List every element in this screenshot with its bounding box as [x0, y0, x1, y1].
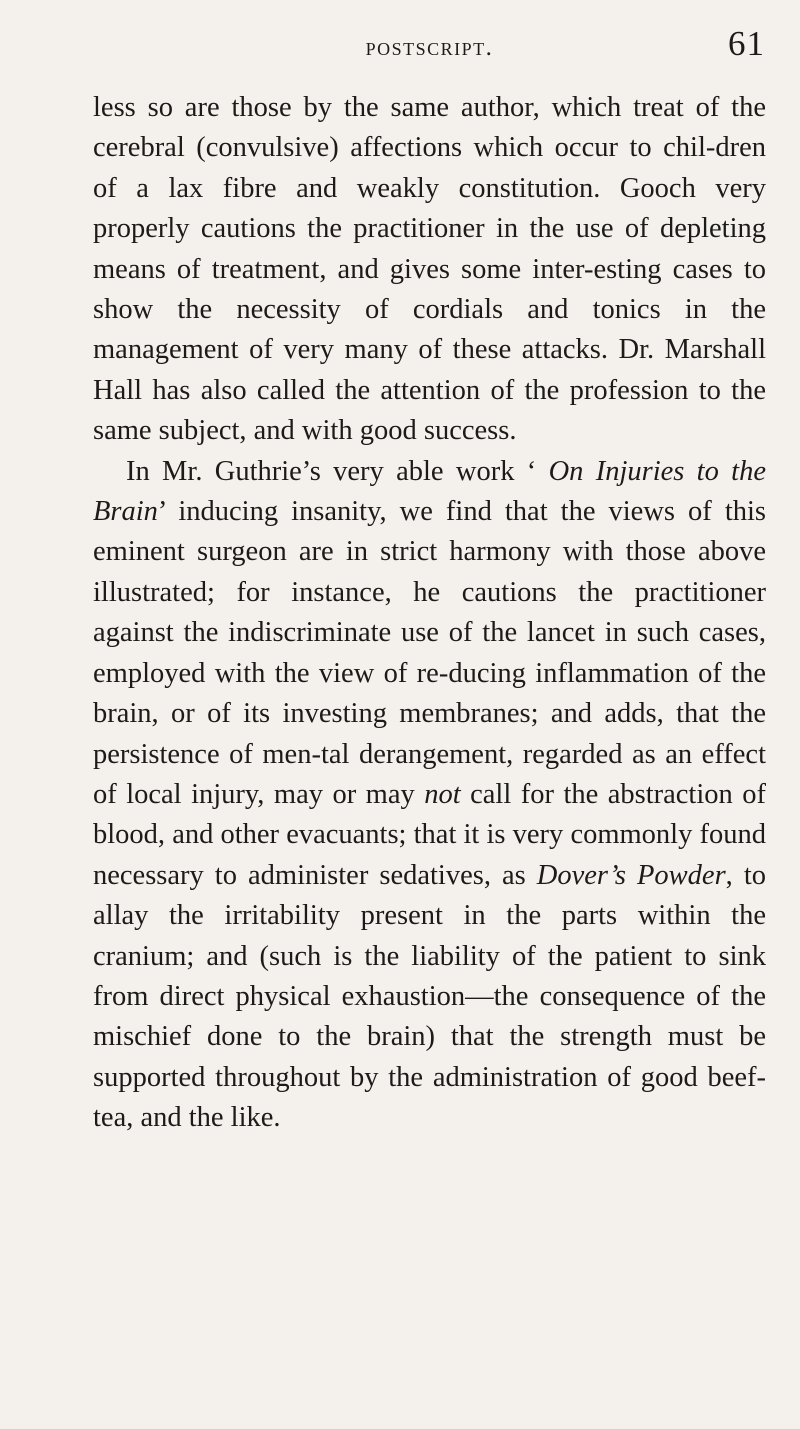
header-title: postscript. [365, 34, 494, 61]
book-title-italic: On Injuries to the Brain [93, 455, 766, 528]
paragraph-2-text-3: call for the abstraction of blood, and other evacuants; that it is very commonly found necessary to administer sedatives, as [93, 778, 766, 891]
paragraph-1: less so are those by the same author, which treat of the cerebral (convulsive) affections which occur to chil-dren of a lax fibre and weakly constitution. Gooch very properly cautions the practitioner in the use of depleting means of treatment, and gives some inter-esting cases to show the necessity of cordials and tonics in the management of very many of these attacks. Dr. Marshall Hall has also called the attention of the profession to the same subject, and with good success. [93, 92, 766, 447]
paragraph-2-text-2: ’ inducing insanity, we find that the views of this eminent surgeon are in strict harmony with those above illustrated; for instance, he cautions the practitioner against the indiscriminate use of the lancet in such cases, employed with the view of re-ducing inflammation of the brain, or of its investing membranes; and adds, that the persistence of men-tal derangement, regarded as an effect of local injury, may or may [93, 496, 766, 810]
paragraph-2-text-1: In Mr. Guthrie’s very able work ‘ [126, 455, 549, 487]
emphasis-not: not [424, 778, 461, 810]
paragraph-2 [93, 452, 766, 1139]
body-text [93, 88, 766, 1139]
running-head [92, 24, 767, 72]
paragraph-2-text-4: , to allay the irritability present in the parts within the cranium; and (such is the liability of the patient to sink from direct physical exhaustion—the consequence of the mischief done to the brain) that the strength must be supported throughout by the administration of good beef-tea, and the like. [93, 859, 767, 1134]
page-number: 61 [728, 24, 765, 63]
remedy-name-italic: Dover’s Powder [536, 859, 726, 891]
